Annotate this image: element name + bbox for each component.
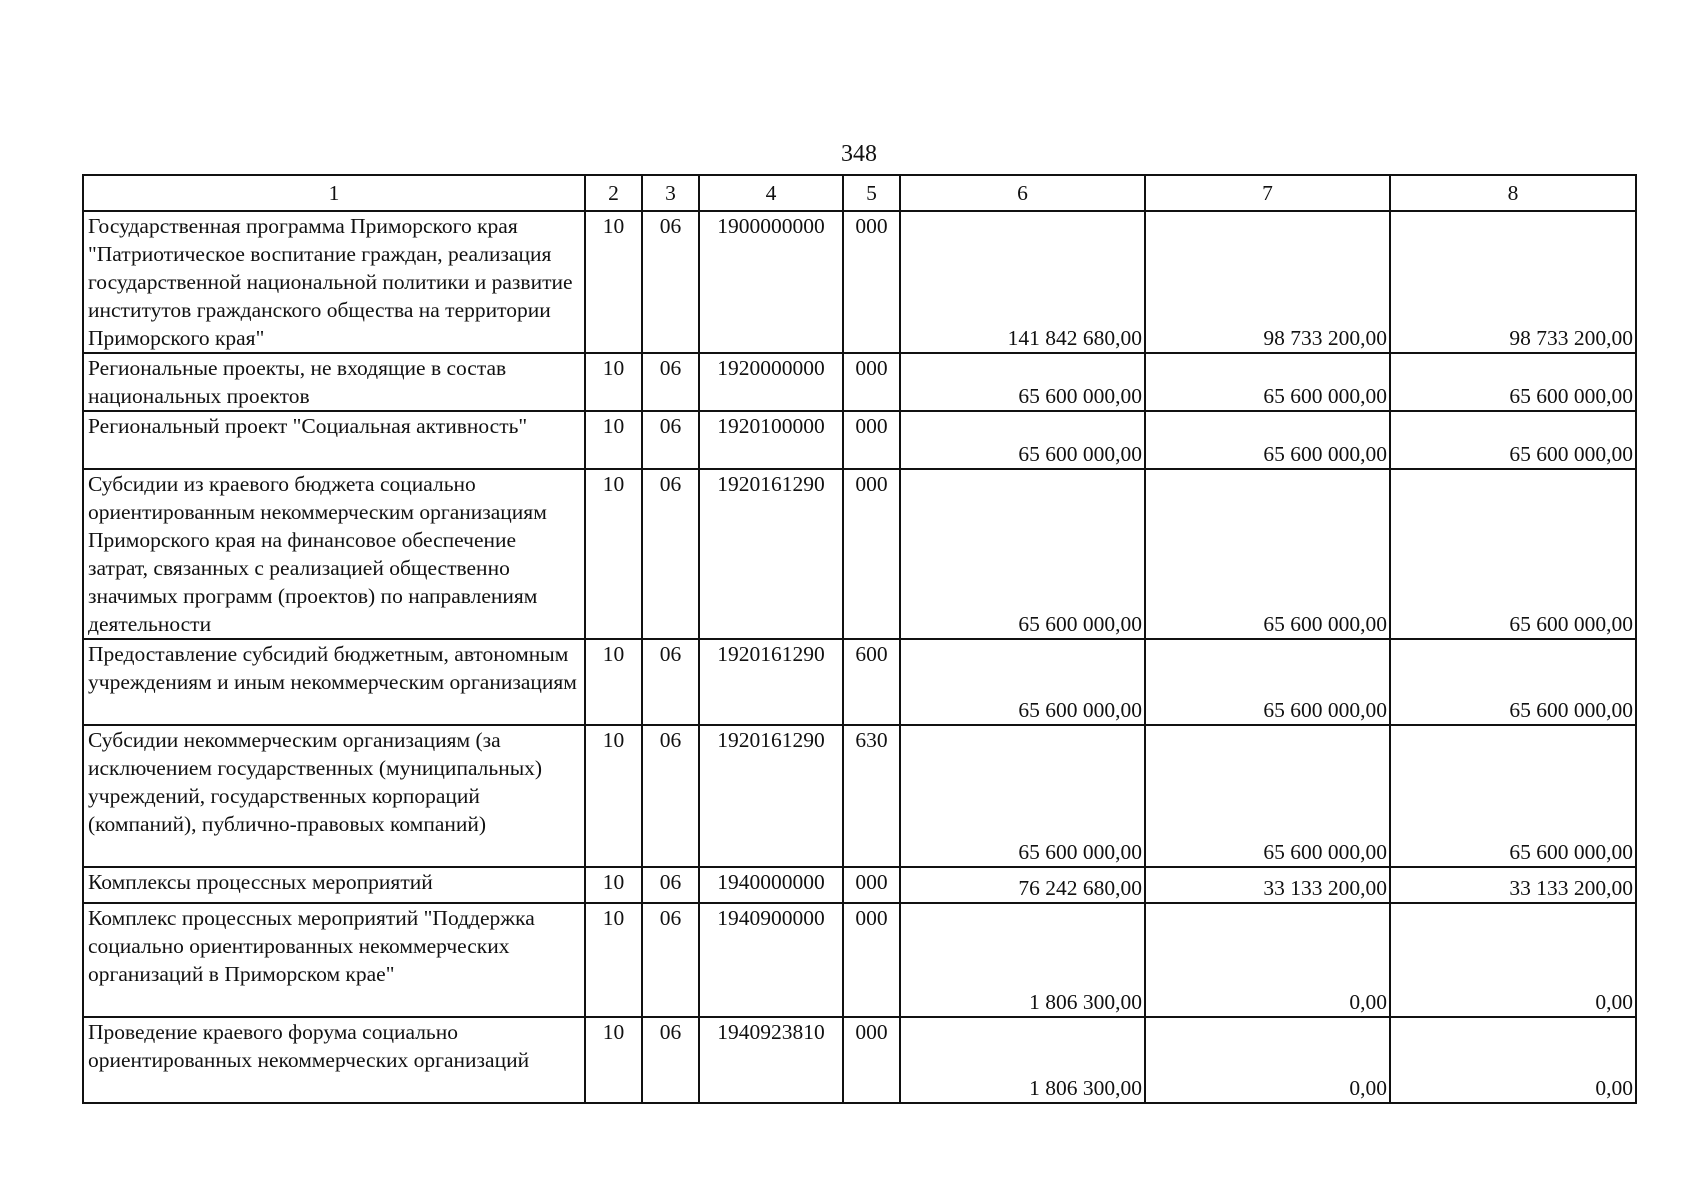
section-code: 10 [585,903,642,1017]
amount-col-6: 1 806 300,00 [900,1017,1145,1103]
amount-col-6: 65 600 000,00 [900,469,1145,639]
expense-type-code: 630 [843,725,900,867]
section-code: 10 [585,353,642,411]
budget-table [82,174,1637,1104]
subsection-code: 06 [642,353,699,411]
expense-type-code: 600 [843,639,900,725]
amount-col-8: 33 133 200,00 [1390,867,1636,903]
section-code: 10 [585,639,642,725]
amount-col-6: 65 600 000,00 [900,411,1145,469]
subsection-code: 06 [642,469,699,639]
amount-col-8: 65 600 000,00 [1390,353,1636,411]
amount-col-6: 141 842 680,00 [900,211,1145,353]
column-header: 7 [1145,175,1390,211]
amount-col-7: 65 600 000,00 [1145,411,1390,469]
table-row [83,903,1636,1017]
target-article-code: 1920161290 [699,469,843,639]
expense-type-code: 000 [843,211,900,353]
amount-col-6: 65 600 000,00 [900,639,1145,725]
amount-col-7: 0,00 [1145,1017,1390,1103]
row-name: Региональные проекты, не входящие в состав национальных проектов [83,353,585,411]
amount-col-8: 0,00 [1390,1017,1636,1103]
amount-col-6: 65 600 000,00 [900,725,1145,867]
amount-col-8: 65 600 000,00 [1390,411,1636,469]
amount-col-6: 65 600 000,00 [900,353,1145,411]
column-header: 3 [642,175,699,211]
amount-col-6: 76 242 680,00 [900,867,1145,903]
table-row [83,867,1636,903]
row-name: Комплексы процессных мероприятий [83,867,585,903]
target-article-code: 1940000000 [699,867,843,903]
table-row [83,211,1636,353]
row-name: Региональный проект "Социальная активность" [83,411,585,469]
target-article-code: 1900000000 [699,211,843,353]
amount-col-6: 1 806 300,00 [900,903,1145,1017]
row-name: Предоставление субсидий бюджетным, автономным учреждениям и иным некоммерческим организациям [83,639,585,725]
column-header: 4 [699,175,843,211]
section-code: 10 [585,211,642,353]
target-article-code: 1940900000 [699,903,843,1017]
expense-type-code: 000 [843,469,900,639]
amount-col-8: 65 600 000,00 [1390,469,1636,639]
section-code: 10 [585,1017,642,1103]
table-row [83,469,1636,639]
table-body [83,175,1636,1103]
expense-type-code: 000 [843,867,900,903]
row-name: Государственная программа Приморского края "Патриотическое воспитание граждан, реализация государственной национальной политики и развитие институтов гражданского общества на территории Приморского края" [83,211,585,353]
column-header: 1 [83,175,585,211]
section-code: 10 [585,867,642,903]
table-row [83,639,1636,725]
section-code: 10 [585,469,642,639]
subsection-code: 06 [642,867,699,903]
column-header: 5 [843,175,900,211]
subsection-code: 06 [642,725,699,867]
amount-col-7: 33 133 200,00 [1145,867,1390,903]
target-article-code: 1940923810 [699,1017,843,1103]
table-row [83,353,1636,411]
subsection-code: 06 [642,411,699,469]
amount-col-7: 65 600 000,00 [1145,353,1390,411]
table-header-row [83,175,1636,211]
column-header: 8 [1390,175,1636,211]
expense-type-code: 000 [843,411,900,469]
expense-type-code: 000 [843,353,900,411]
target-article-code: 1920000000 [699,353,843,411]
row-name: Проведение краевого форума социально ориентированных некоммерческих организаций [83,1017,585,1103]
amount-col-8: 65 600 000,00 [1390,725,1636,867]
amount-col-8: 0,00 [1390,903,1636,1017]
amount-col-7: 65 600 000,00 [1145,725,1390,867]
amount-col-8: 65 600 000,00 [1390,639,1636,725]
column-header: 2 [585,175,642,211]
subsection-code: 06 [642,639,699,725]
subsection-code: 06 [642,1017,699,1103]
amount-col-7: 65 600 000,00 [1145,639,1390,725]
section-code: 10 [585,725,642,867]
amount-col-7: 0,00 [1145,903,1390,1017]
target-article-code: 1920100000 [699,411,843,469]
section-code: 10 [585,411,642,469]
row-name: Субсидии из краевого бюджета социально ориентированным некоммерческим организациям Приморского края на финансовое обеспечение затрат, связанных с реализацией общественно значимых программ (проектов) по направлениям деятельности [83,469,585,639]
amount-col-8: 98 733 200,00 [1390,211,1636,353]
expense-type-code: 000 [843,903,900,1017]
table-row [83,725,1636,867]
amount-col-7: 98 733 200,00 [1145,211,1390,353]
row-name: Комплекс процессных мероприятий "Поддержка социально ориентированных некоммерческих организаций в Приморском крае" [83,903,585,1017]
table-row [83,411,1636,469]
table-row [83,1017,1636,1103]
target-article-code: 1920161290 [699,725,843,867]
expense-type-code: 000 [843,1017,900,1103]
subsection-code: 06 [642,903,699,1017]
target-article-code: 1920161290 [699,639,843,725]
column-header: 6 [900,175,1145,211]
row-name: Субсидии некоммерческим организациям (за исключением государственных (муниципальных) учреждений, государственных корпораций (компаний), публично-правовых компаний) [83,725,585,867]
page-number: 348 [841,141,877,167]
amount-col-7: 65 600 000,00 [1145,469,1390,639]
subsection-code: 06 [642,211,699,353]
